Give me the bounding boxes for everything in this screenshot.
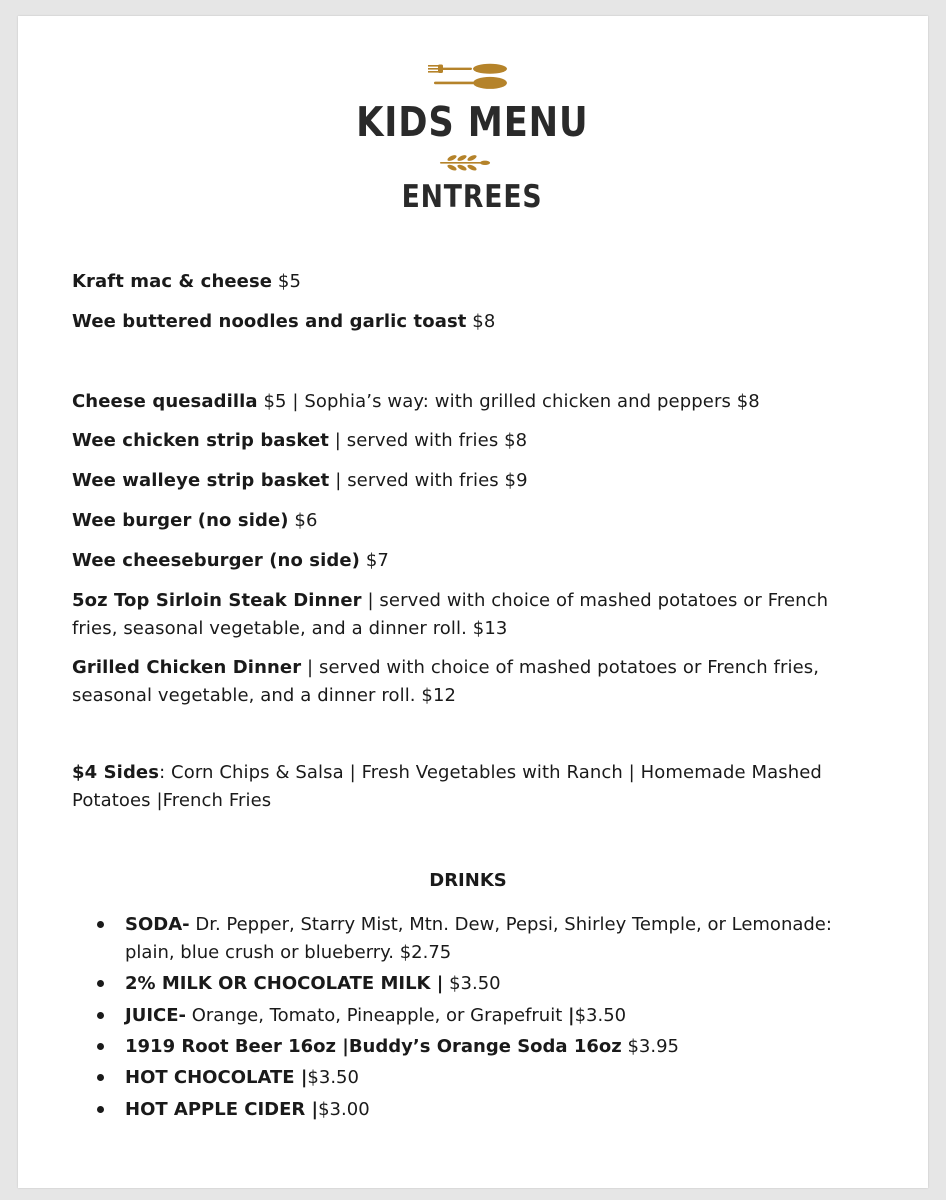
drink-name: HOT CHOCOLATE | [125, 1067, 308, 1088]
drink-detail-continued: plain, blue crush or blueberry. $2.75 [125, 942, 452, 963]
entree-detail: | served with fries $9 [329, 470, 528, 491]
drink-name: JUICE- [125, 1005, 186, 1026]
entree-detail: $7 [360, 550, 389, 571]
bullet-icon [97, 1106, 104, 1113]
drink-item [125, 1096, 905, 1124]
entree-detail: $8 [466, 311, 496, 332]
drink-item [125, 1002, 905, 1030]
entree-name: Wee walleye strip basket [72, 470, 330, 491]
entree-item [72, 308, 902, 336]
entree-name: Kraft mac & cheese [72, 271, 273, 292]
entree-name: Wee cheeseburger (no side) [72, 550, 361, 571]
drink-name: SODA- [125, 914, 190, 935]
drink-name: 2% MILK OR CHOCOLATE MILK | [125, 973, 444, 994]
entree-detail: $6 [288, 510, 318, 531]
drink-detail: $3.50 [443, 973, 501, 994]
entree-item [72, 654, 902, 682]
bullet-icon [97, 921, 104, 928]
section-title-entrees: ENTREES [401, 179, 543, 215]
drink-detail: Dr. Pepper, Starry Mist, Mtn. Dew, Pepsi, Shirley Temple, or Lemonade: [189, 914, 832, 935]
entree-name: Grilled Chicken Dinner [72, 657, 302, 678]
drink-detail: $3.00 [318, 1099, 370, 1120]
drink-name: 1919 Root Beer 16oz |Buddy’s Orange Soda 16oz [125, 1036, 622, 1057]
sides-line [72, 759, 902, 787]
drink-separator: | [567, 1005, 575, 1026]
drinks-title: DRINKS [429, 870, 507, 891]
entree-item [72, 507, 902, 535]
drink-detail: $3.50 [307, 1067, 359, 1088]
bullet-icon [97, 1043, 104, 1050]
entree-name: Cheese quesadilla [72, 391, 258, 412]
bullet-icon [97, 1074, 104, 1081]
sides-text: : Corn Chips & Salsa | Fresh Vegetables with Ranch | Homemade Mashed [159, 762, 822, 783]
entree-name: 5oz Top Sirloin Steak Dinner [72, 590, 362, 611]
entree-name: Wee buttered noodles and garlic toast [72, 311, 467, 332]
menu-title: KIDS MENU [356, 98, 589, 146]
drink-detail: Orange, Tomato, Pineapple, or Grapefruit [186, 1005, 568, 1026]
entree-detail: $5 | Sophia’s way: with grilled chicken and peppers $8 [257, 391, 760, 412]
entree-item [72, 587, 902, 615]
entree-item [72, 547, 902, 575]
entree-name: Wee chicken strip basket [72, 430, 329, 451]
entree-detail: $5 [272, 271, 302, 292]
entree-detail-continued: seasonal vegetable, and a dinner roll. $12 [72, 685, 457, 706]
entree-detail: | served with choice of mashed potatoes or French [361, 590, 829, 611]
entree-detail: | served with choice of mashed potatoes or French fries, [301, 657, 820, 678]
sides-line-continued: Potatoes |French Fries [72, 790, 272, 811]
sides-label: $4 Sides [72, 762, 160, 783]
entree-item [72, 467, 902, 495]
drink-detail: $3.95 [621, 1036, 679, 1057]
bullet-icon [97, 1012, 104, 1019]
entree-item [72, 268, 902, 296]
drink-item [125, 1064, 905, 1092]
wheat-sprig-icon [438, 153, 492, 173]
fork-spoon-icon [428, 63, 510, 91]
menu-page [18, 16, 928, 1188]
drink-item [125, 970, 905, 998]
entree-item [72, 388, 902, 416]
menu-header [18, 16, 928, 246]
drink-name: HOT APPLE CIDER | [125, 1099, 319, 1120]
drink-item [125, 911, 905, 939]
entree-item [72, 427, 902, 455]
drink-price: $3.50 [574, 1005, 627, 1026]
entree-detail-continued: fries, seasonal vegetable, and a dinner roll. $13 [72, 618, 508, 639]
bullet-icon [97, 980, 104, 987]
entree-detail: | served with fries $8 [328, 430, 528, 451]
drink-item [125, 1033, 905, 1061]
entree-name: Wee burger (no side) [72, 510, 289, 531]
